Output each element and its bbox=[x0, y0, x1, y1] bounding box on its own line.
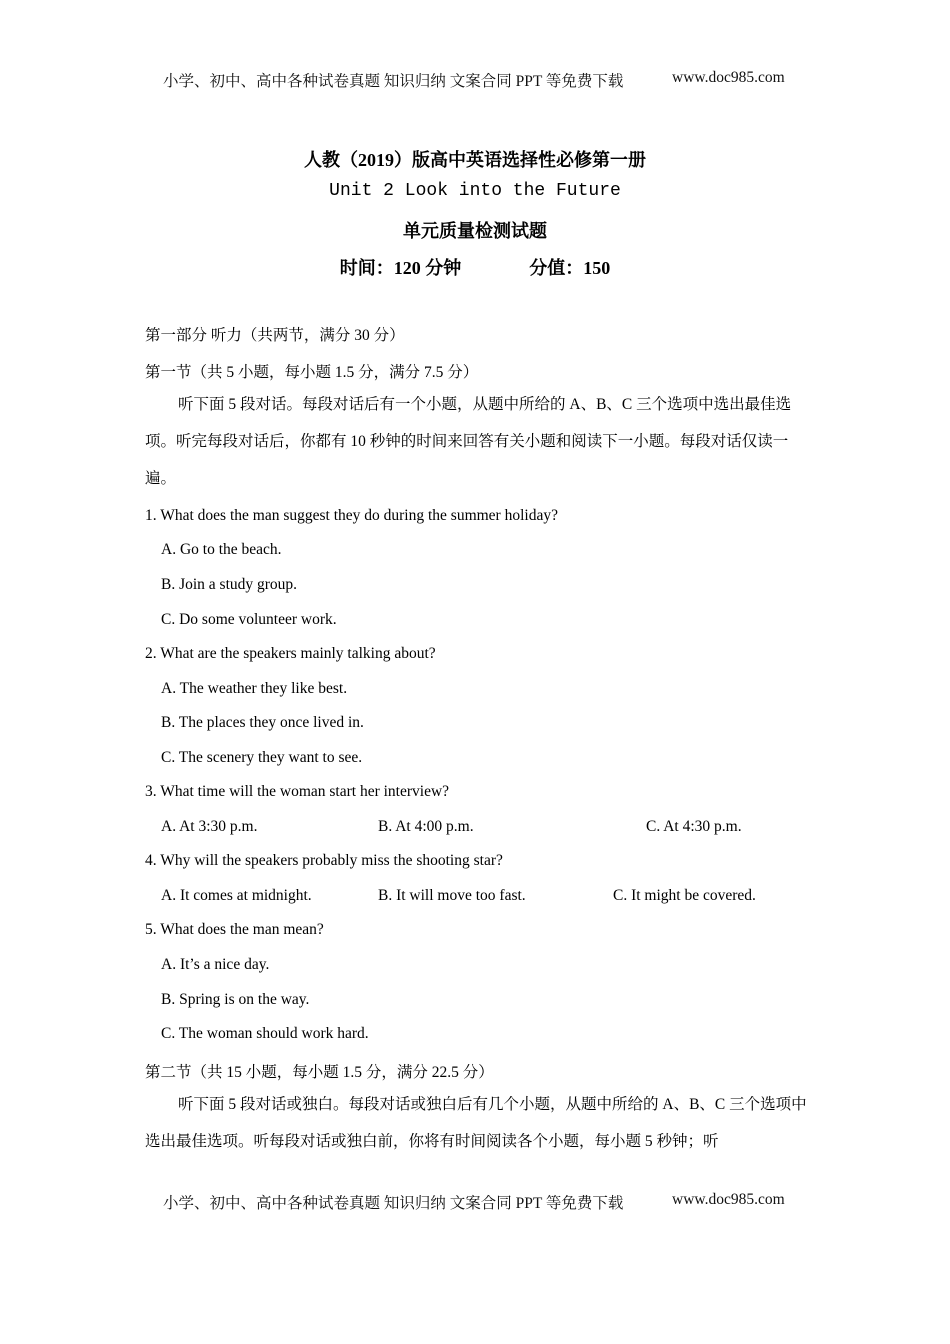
unit-title: Unit 2 Look into the Future bbox=[329, 181, 621, 201]
answer-option: B. It will move too fast. bbox=[378, 887, 526, 904]
section2-instructions: 听下面 5 段对话或独白。每段对话或独白后有几个小题，从题中所给的 A、B、C 三个选项中选出最佳选项。听每段对话或独白前，你将有时间阅读各个小题，每小题 5 秒钟；听 bbox=[145, 1096, 807, 1150]
part1-heading: 第一部分 听力（共两节，满分 30 分） bbox=[145, 327, 405, 344]
question-stem: 2. What are the speakers mainly talking about? bbox=[145, 645, 436, 662]
answer-option: C. At 4:30 p.m. bbox=[646, 818, 742, 835]
total-score: 分值：150 bbox=[529, 258, 611, 278]
section1-heading: 第一节（共 5 小题，每小题 1.5 分，满分 7.5 分） bbox=[145, 364, 479, 381]
answer-option: A. The weather they like best. bbox=[161, 680, 348, 697]
test-title: 单元质量检测试题 bbox=[403, 221, 547, 241]
section1-instructions: 听下面 5 段对话。每段对话后有一个小题，从题中所给的 A、B、C 三个选项中选出最佳选项。听完每段对话后，你都有 10 秒钟的时间来回答有关小题和阅读下一小题。每段对话仅读一遍。 bbox=[145, 396, 792, 487]
answer-option: C. Do some volunteer work. bbox=[161, 611, 337, 628]
header-text: 小学、初中、高中各种试卷真题 知识归纳 文案合同 PPT 等免费下载 bbox=[163, 73, 624, 90]
answer-option: B. Spring is on the way. bbox=[161, 991, 310, 1008]
section2-heading: 第二节（共 15 小题，每小题 1.5 分，满分 22.5 分） bbox=[145, 1064, 494, 1081]
answer-option: A. At 3:30 p.m. bbox=[161, 818, 258, 835]
question-stem: 1. What does the man suggest they do during the summer holiday? bbox=[145, 507, 558, 524]
time-score-line bbox=[0, 254, 950, 280]
page-title: 人教（2019）版高中英语选择性必修第一册 bbox=[304, 150, 646, 170]
answer-option: B. At 4:00 p.m. bbox=[378, 818, 474, 835]
answer-option: B. The places they once lived in. bbox=[161, 714, 364, 731]
question-stem: 5. What does the man mean? bbox=[145, 921, 324, 938]
answer-option: A. Go to the beach. bbox=[161, 541, 282, 558]
answer-option: C. The scenery they want to see. bbox=[161, 749, 363, 766]
footer-text: 小学、初中、高中各种试卷真题 知识归纳 文案合同 PPT 等免费下载 bbox=[163, 1195, 624, 1212]
question-stem: 3. What time will the woman start her interview? bbox=[145, 783, 450, 800]
footer-url: www.doc985.com bbox=[672, 1191, 785, 1208]
answer-option: A. It’s a nice day. bbox=[161, 956, 270, 973]
answer-option: C. The woman should work hard. bbox=[161, 1025, 369, 1042]
time-limit: 时间：120 分钟 bbox=[339, 258, 462, 278]
answer-option: C. It might be covered. bbox=[613, 887, 756, 904]
answer-option: A. It comes at midnight. bbox=[161, 887, 312, 904]
answer-option: B. Join a study group. bbox=[161, 576, 298, 593]
question-stem: 4. Why will the speakers probably miss the shooting star? bbox=[145, 852, 503, 869]
header-url: www.doc985.com bbox=[672, 69, 785, 86]
